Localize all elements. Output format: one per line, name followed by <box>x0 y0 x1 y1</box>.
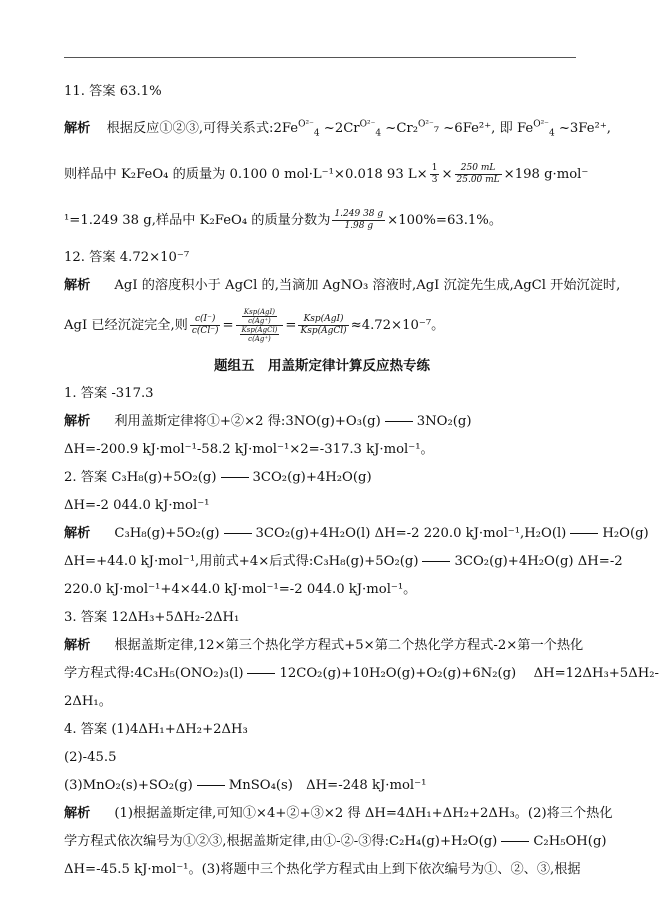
p4-answer-3 <box>64 772 580 800</box>
p2-enthalpy: ΔH=-2 044.0 kJ·mol⁻¹ <box>64 498 210 513</box>
p2-jiexi-line2 <box>64 548 623 576</box>
frac-num: Ksp(AgI) <box>298 314 348 326</box>
frac-num: Ksp(AgI) <box>243 308 275 316</box>
q11-relation: ~2Cr <box>319 121 360 136</box>
p4-answer-text: 4. 答案 (1)4ΔH₁+ΔH₂+2ΔH₃ <box>64 722 248 737</box>
p1-answer <box>64 380 580 408</box>
oxide-ion: O²⁻ <box>418 119 434 130</box>
frac-den: 1.98 g <box>344 221 374 231</box>
q11-answer-text: 11. 答案 63.1% <box>64 84 162 99</box>
p4-equation: (3)MnO₂(s)+SO₂(g) <box>64 778 193 793</box>
q12-answer <box>64 244 580 272</box>
fraction-compound <box>236 308 284 343</box>
p4-text: (1)根据盖斯定律,可知①×4+②+③×2 得 ΔH=4ΔH₁+ΔH₂+2ΔH₃。(2)将三个热化 <box>114 806 613 821</box>
frac-den: c(Cl⁻) <box>191 326 219 336</box>
oxide-ion: O²⁻ <box>533 119 549 130</box>
frac-den: c(Ag⁺) <box>248 335 271 343</box>
p3-answer-text: 3. 答案 12ΔH₃+5ΔH₂-2ΔH₁ <box>64 610 240 625</box>
p1-jiexi <box>64 408 580 436</box>
p4-answer <box>64 716 580 744</box>
frac-num: Ksp(AgCl) <box>241 326 278 334</box>
q11-relation: ~3Fe²⁺, <box>554 121 611 136</box>
p1-equation: 利用盖斯定律将①+②×2 得:3NO(g)+O₃(g) <box>114 414 381 429</box>
reaction-arrow <box>224 533 252 534</box>
q11-mass-text: 则样品中 K₂FeO₄ 的质量为 0.100 0 mol·L⁻¹×0.018 93 L× <box>64 167 428 182</box>
p4-jiexi-line3 <box>64 856 580 884</box>
p2-equation: C₃H₈(g)+5O₂(g) <box>114 526 220 541</box>
p1-product: 3NO₂(g) <box>416 414 472 429</box>
reaction-arrow <box>221 477 249 478</box>
q11-jiexi-line3 <box>64 198 580 244</box>
p4-jiexi-line1 <box>64 800 613 828</box>
frac-den: 3 <box>431 175 438 185</box>
p3-text: 根据盖斯定律,12×第三个热化学方程式+5×第二个热化学方程式-2×第一个热化 <box>114 638 584 653</box>
reaction-arrow <box>197 785 225 786</box>
p4-text: ΔH=-45.5 kJ·mol⁻¹。(3)将题中三个热化学方程式由上到下依次编号为①、②、③,根据 <box>64 862 581 877</box>
header-rule <box>64 57 576 58</box>
fraction-ion-ratio <box>190 314 221 337</box>
frac-den: Ksp(AgCl) <box>300 326 347 336</box>
p4-equation: C₂H₅OH(g) <box>533 834 607 849</box>
p1-answer-text: 1. 答案 -317.3 <box>64 386 154 401</box>
oxide-ion: O²⁻ <box>359 119 376 130</box>
frac-den: 25.00 mL <box>456 175 500 185</box>
fraction-mass <box>332 209 385 232</box>
p4-text: 学方程式依次编号为①②③,根据盖斯定律,由①-②-③得:C₂H₄(g)+H₂O(g) <box>64 834 498 849</box>
oxide-ion: O²⁻ <box>298 119 314 130</box>
p2-products: 3CO₂(g)+4H₂O(g) <box>252 470 372 485</box>
p2-equation: 3CO₂(g)+4H₂O(l) ΔH=-2 220.0 kJ·mol⁻¹,H₂O(l) <box>255 526 567 541</box>
p2-jiexi-line1 <box>64 520 649 548</box>
frac-num: 1 <box>431 163 438 173</box>
p1-dh <box>64 436 580 464</box>
fraction-volume <box>455 163 502 186</box>
p2-equation: 3CO₂(g)+4H₂O(g) ΔH=-2 <box>454 554 623 569</box>
p2-reactants: 2. 答案 C₃H₈(g)+5O₂(g) <box>64 470 217 485</box>
frac-num: 250 mL <box>455 163 502 175</box>
p3-jiexi-line3 <box>64 688 580 716</box>
jiexi-label: 解析 <box>64 414 91 429</box>
p3-jiexi-line1 <box>64 632 584 660</box>
p4-answer-text: (2)-45.5 <box>64 750 117 765</box>
q11-molar-mass: ×198 g·mol⁻ <box>503 167 589 182</box>
section-title: 题组五 用盖斯定律计算反应热专练 <box>214 358 430 374</box>
p4-answer-2 <box>64 744 580 772</box>
q12-result: ≈4.72×10⁻⁷。 <box>350 318 445 333</box>
p4-jiexi-line2 <box>64 828 607 856</box>
p3-equation: 12CO₂(g)+10H₂O(g)+O₂(g)+6N₂(g) ΔH=12ΔH₃+5ΔH₂- <box>279 666 659 681</box>
jiexi-label: 解析 <box>64 526 91 541</box>
document-body <box>64 78 659 884</box>
p3-answer <box>64 604 580 632</box>
reaction-arrow <box>501 841 529 842</box>
p4-equation: MnSO₄(s) ΔH=-248 kJ·mol⁻¹ <box>228 778 427 793</box>
q11-jiexi-line1: 解析 根据反应①②③,可得关系式$:2Fe^{O^{2-}}_4$ $\sim 2Cr^{O^{2-}}_4$ ~Cr₂$^{O^{2-}}$₇ ~6Fe²⁺, 即 $Fe^{O^{2-}}_4$ ~3Fe²⁺, <box>64 119 611 139</box>
jiexi-label: 解析 <box>64 638 91 653</box>
frac-den: c(Ag⁺) <box>248 317 271 325</box>
jiexi-label: 解析 <box>64 806 91 821</box>
reaction-arrow <box>422 561 450 562</box>
p2-equation: ΔH=+44.0 kJ·mol⁻¹,用前式+4×后式得:C₃H₈(g)+5O₂(g) <box>64 554 419 569</box>
p2-equation: H₂O(g) <box>602 526 649 541</box>
q11-fraction-text: ¹=1.249 38 g,样品中 K₂FeO₄ 的质量分数为 <box>64 213 331 228</box>
reaction-arrow <box>247 673 275 674</box>
q11-answer <box>64 78 580 106</box>
q11-text: 根据反应①②③,可得关系式:2Fe <box>106 121 299 136</box>
q11-result: ×100%=63.1%。 <box>387 213 503 228</box>
p3-equation: 学方程式得:4C₃H₅(ONO₂)₃(l) <box>64 666 244 681</box>
reaction-arrow <box>385 421 413 422</box>
fraction-one-third <box>430 163 440 186</box>
frac-num: 1.249 38 g <box>334 209 384 219</box>
q11-jiexi-line2: 则样品中 K₂FeO₄ 的质量为 0.100 0 mol·L⁻¹×0.018 93 L× $\frac{1}{3}$ × $\frac{250 mL}{25.00 mL}$ ×198 g·mol⁻ <box>64 163 589 185</box>
jiexi-label: 解析 <box>64 121 91 136</box>
p2-result: 220.0 kJ·mol⁻¹+4×44.0 kJ·mol⁻¹=-2 044.0 kJ·mol⁻¹。 <box>64 582 417 597</box>
p2-dh <box>64 492 580 520</box>
q11-relation: ₇ ~6Fe²⁺, 即 Fe <box>433 121 534 136</box>
fraction-ksp-ratio <box>298 314 348 337</box>
q12-text: AgI 已经沉淀完全,则 <box>64 318 188 333</box>
p1-enthalpy: ΔH=-200.9 kJ·mol⁻¹-58.2 kJ·mol⁻¹×2=-317.3 kJ·mol⁻¹。 <box>64 442 434 457</box>
p3-jiexi-line2 <box>64 660 659 688</box>
p3-result: 2ΔH₁。 <box>64 694 112 709</box>
p2-jiexi-line3 <box>64 576 580 604</box>
frac-num: c(I⁻) <box>190 314 221 326</box>
q12-text: AgI 的溶度积小于 AgCl 的,当滴加 AgNO₃ 溶液时,AgI 沉淀先生成,AgCl 开始沉淀时, <box>114 278 621 293</box>
q12-jiexi-line2: AgI 已经沉淀完全,则 $\frac{c(I^-)}{c(Cl^-)}$ = $\frac{\frac{\text{Ksp(AgI)}}{c(Ag^+)}}{\frac{\text{Ksp(AgCl)}}{c(Ag^+)}}$ = $\frac{\text{Ksp(AgI)}}{\text{Ksp(AgCl)}}$ ≈4.72×10⁻⁷。 <box>64 308 445 343</box>
q11-relation: ~Cr₂ <box>381 121 419 136</box>
q12-answer-text: 12. 答案 4.72×10⁻⁷ <box>64 250 190 265</box>
p2-answer <box>64 464 580 492</box>
q12-jiexi-line1 <box>64 272 621 300</box>
jiexi-label: 解析 <box>64 278 91 293</box>
reaction-arrow <box>570 533 598 534</box>
